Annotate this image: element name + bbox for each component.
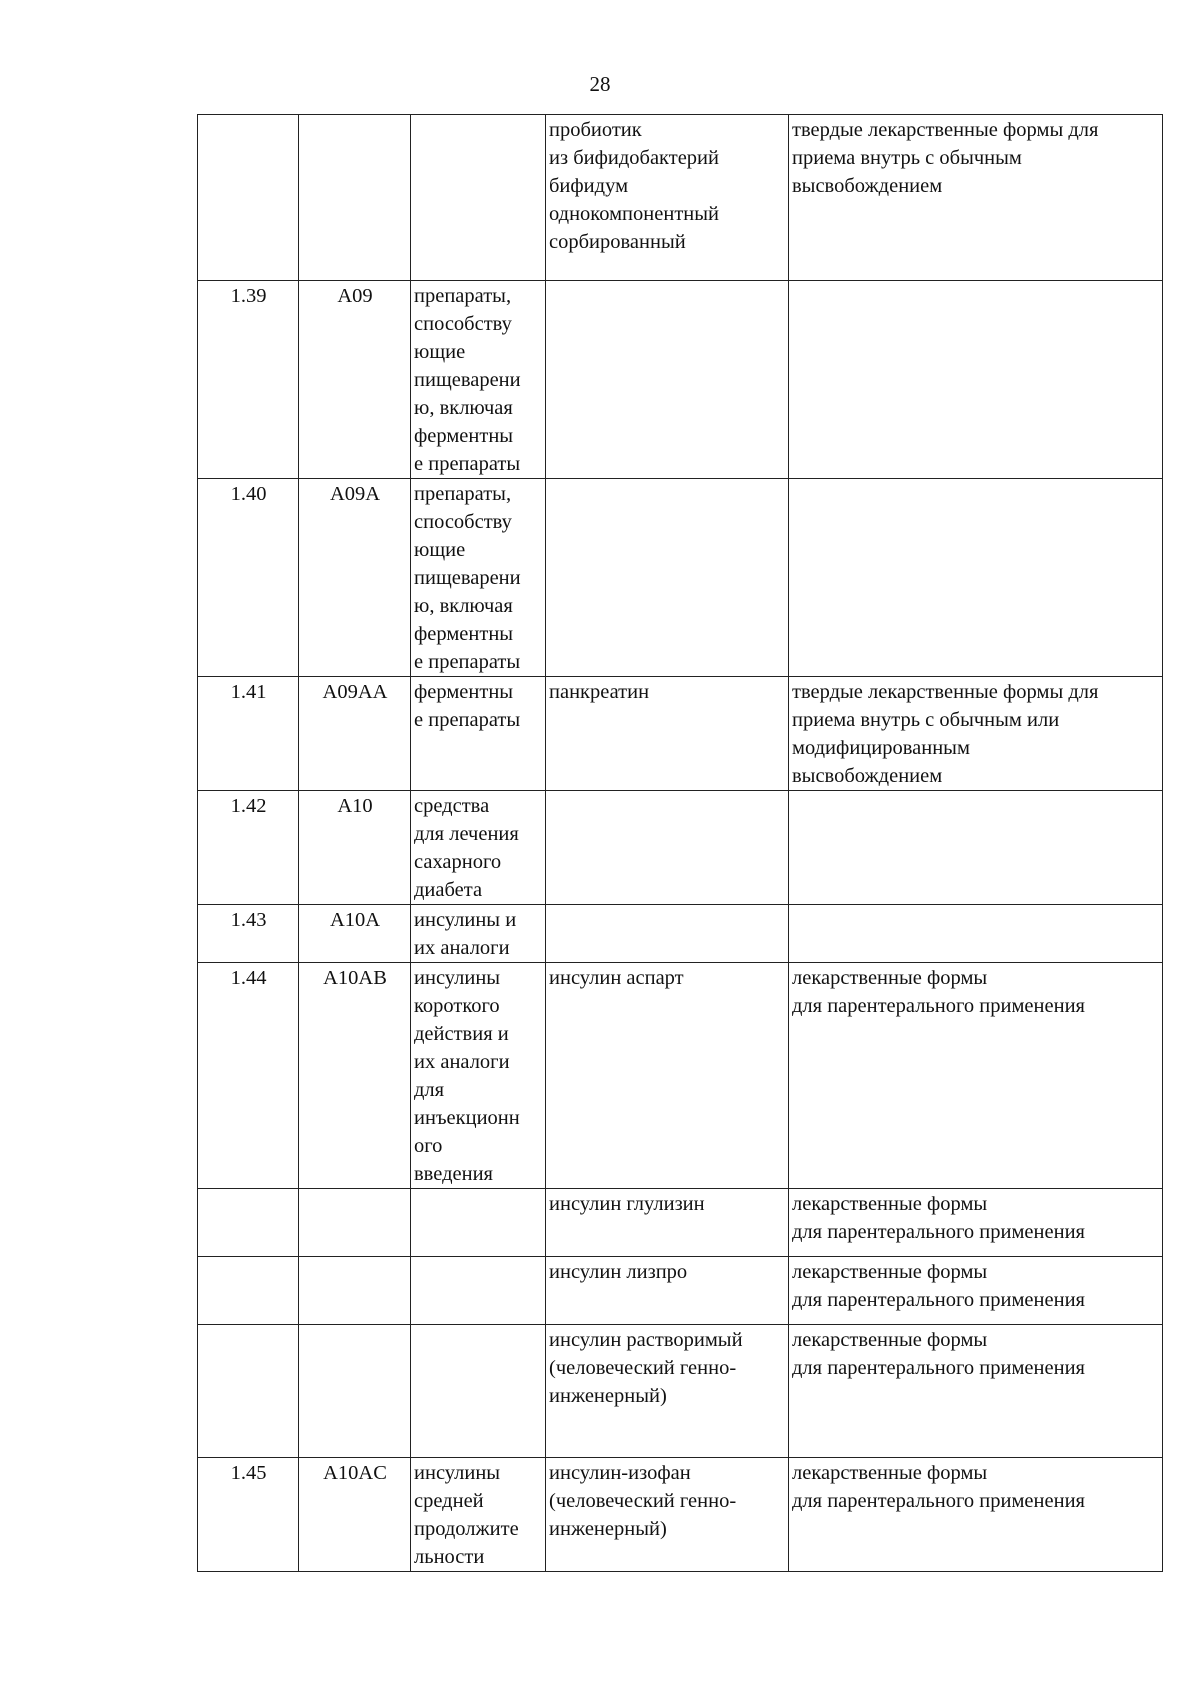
drug-name-cell: пробиотик из бифидобактерий бифидум однокомпонентный сорбированный	[546, 115, 789, 281]
atc-code-cell: A09	[299, 281, 411, 479]
dosage-form-cell	[789, 791, 1163, 905]
dosage-form-cell: лекарственные формы для парентерального применения	[789, 1189, 1163, 1257]
dosage-form-cell: лекарственные формы для парентерального применения	[789, 1458, 1163, 1572]
pharmacological-group-cell: препараты, способству ющие пищеварени ю, включая ферментны е препараты	[411, 479, 546, 677]
row-number-cell	[198, 1325, 299, 1458]
drug-table	[197, 114, 1163, 1572]
table-row	[198, 115, 1163, 281]
pharmacological-group-cell	[411, 1189, 546, 1257]
dosage-form-cell	[789, 905, 1163, 963]
table-row	[198, 1257, 1163, 1325]
pharmacological-group-cell: инсулины средней продолжите льности	[411, 1458, 546, 1572]
atc-code-cell: A10	[299, 791, 411, 905]
atc-code-cell: A10AC	[299, 1458, 411, 1572]
dosage-form-cell: лекарственные формы для парентерального применения	[789, 1325, 1163, 1458]
atc-code-cell	[299, 115, 411, 281]
page-number: 28	[589, 72, 611, 96]
row-number-cell: 1.41	[198, 677, 299, 791]
table-row	[198, 963, 1163, 1189]
pharmacological-group-cell	[411, 115, 546, 281]
dosage-form-cell: твердые лекарственные формы для приема внутрь с обычным высвобождением	[789, 115, 1163, 281]
table-row	[198, 1458, 1163, 1572]
drug-name-cell	[546, 281, 789, 479]
atc-code-cell: A10A	[299, 905, 411, 963]
pharmacological-group-cell: ферментны е препараты	[411, 677, 546, 791]
row-number-cell: 1.39	[198, 281, 299, 479]
drug-name-cell: инсулин растворимый (человеческий генно- инженерный)	[546, 1325, 789, 1458]
pharmacological-group-cell: инсулины и их аналоги	[411, 905, 546, 963]
dosage-form-cell	[789, 479, 1163, 677]
drug-name-cell: инсулин глулизин	[546, 1189, 789, 1257]
row-number-cell: 1.45	[198, 1458, 299, 1572]
atc-code-cell	[299, 1189, 411, 1257]
dosage-form-cell: твердые лекарственные формы для приема внутрь с обычным или модифицированным высвобождением	[789, 677, 1163, 791]
drug-name-cell: инсулин аспарт	[546, 963, 789, 1189]
dosage-form-cell: лекарственные формы для парентерального применения	[789, 963, 1163, 1189]
table-row	[198, 1325, 1163, 1458]
dosage-form-cell: лекарственные формы для парентерального применения	[789, 1257, 1163, 1325]
pharmacological-group-cell: препараты, способству ющие пищеварени ю, включая ферментны е препараты	[411, 281, 546, 479]
table-row	[198, 1189, 1163, 1257]
dosage-form-cell	[789, 281, 1163, 479]
row-number-cell: 1.42	[198, 791, 299, 905]
row-number-cell: 1.43	[198, 905, 299, 963]
row-number-cell	[198, 1189, 299, 1257]
pharmacological-group-cell: средства для лечения сахарного диабета	[411, 791, 546, 905]
drug-name-cell	[546, 905, 789, 963]
atc-code-cell	[299, 1257, 411, 1325]
table-row	[198, 677, 1163, 791]
table-row	[198, 281, 1163, 479]
atc-code-cell: A09A	[299, 479, 411, 677]
atc-code-cell	[299, 1325, 411, 1458]
table-row	[198, 905, 1163, 963]
row-number-cell	[198, 1257, 299, 1325]
drug-name-cell	[546, 791, 789, 905]
atc-code-cell: A09AA	[299, 677, 411, 791]
pharmacological-group-cell	[411, 1257, 546, 1325]
pharmacological-group-cell	[411, 1325, 546, 1458]
drug-name-cell: инсулин лизпро	[546, 1257, 789, 1325]
drug-name-cell: панкреатин	[546, 677, 789, 791]
table-row	[198, 479, 1163, 677]
table-row	[198, 791, 1163, 905]
drug-name-cell	[546, 479, 789, 677]
row-number-cell: 1.40	[198, 479, 299, 677]
drug-name-cell: инсулин-изофан (человеческий генно- инженерный)	[546, 1458, 789, 1572]
atc-code-cell: A10AB	[299, 963, 411, 1189]
pharmacological-group-cell: инсулины короткого действия и их аналоги для инъекционн ого введения	[411, 963, 546, 1189]
row-number-cell: 1.44	[198, 963, 299, 1189]
row-number-cell	[198, 115, 299, 281]
